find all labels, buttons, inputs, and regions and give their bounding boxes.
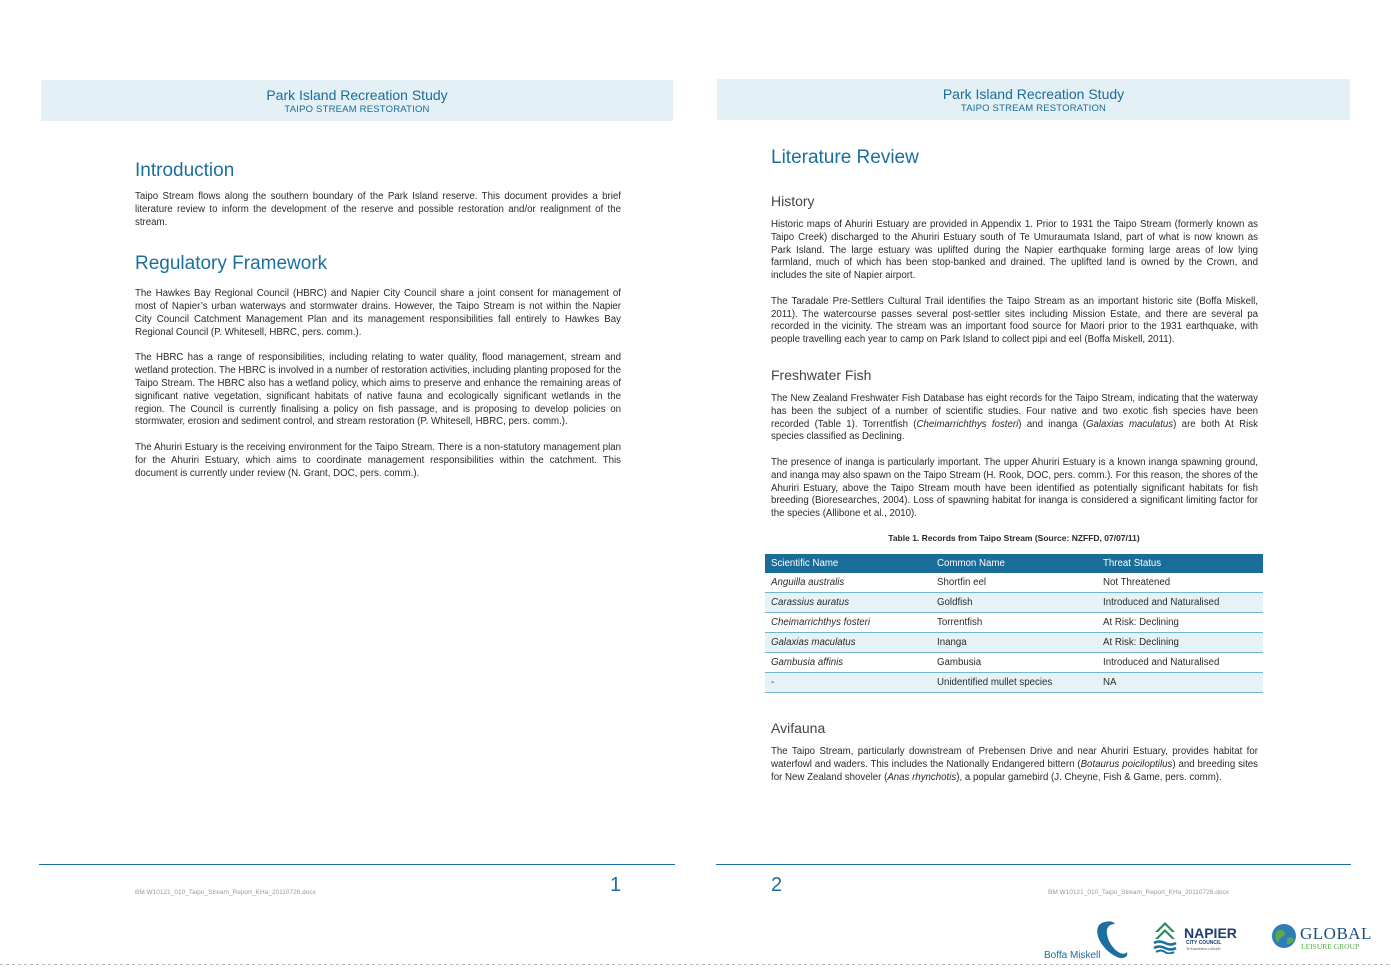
threat-status-cell: Introduced and Naturalised	[1097, 592, 1263, 612]
threat-status-cell: Not Threatened	[1097, 573, 1263, 593]
avifauna-text-1: The Taipo Stream, particularly downstream of Prebensen Drive and near Ahuriri Estuary, provides habitat for waterfowl and waders. This includes the Nationally Endangered bittern (	[771, 745, 1258, 770]
footer-filename: BM W10121_010_Taipo_Stream_Report_KHa_20110726.docx	[135, 889, 316, 896]
header-subtitle: TAIPO STREAM RESTORATION	[284, 104, 430, 115]
napier-wave-icon	[1152, 920, 1178, 954]
table-header-row	[765, 554, 1263, 573]
table-row	[765, 672, 1263, 692]
page-header	[717, 79, 1350, 120]
table-row	[765, 652, 1263, 672]
table-caption: Table 1. Records from Taipo Stream (Source: NZFFD, 07/07/11)	[888, 532, 1140, 543]
shoveler-species: Anas rhynchotis	[887, 771, 957, 783]
torrentfish-species: Cheimarrichthys fosteri	[916, 418, 1019, 430]
scientific-name-cell	[765, 573, 931, 593]
common-name-cell: Inanga	[931, 632, 1097, 652]
avifauna-text-3: ), a popular gamebird (J. Cheyne, Fish & Game, pers. comm).	[956, 771, 1222, 783]
column-header: Common Name	[931, 554, 1097, 573]
fish-text-3: ) are both At Risk species classified as Declining.	[771, 418, 1258, 443]
scientific-name: -	[771, 676, 775, 688]
globe-icon	[1270, 922, 1298, 950]
scientific-name: Galaxias maculatus	[771, 636, 856, 648]
footer-filename: BM W10121_010_Taipo_Stream_Report_KHa_20110726.docx	[1048, 889, 1229, 896]
boffa-miskell-logo	[1043, 916, 1133, 964]
fish-paragraph-1	[771, 393, 1258, 444]
freshwater-fish-heading: Freshwater Fish	[771, 366, 872, 383]
page-2	[700, 0, 1391, 967]
napier-maori-label: Te Kaunihera o Ahuriri	[1186, 947, 1221, 951]
common-name-cell: Unidentified mullet species	[931, 672, 1097, 692]
napier-label: NAPIER	[1184, 925, 1237, 941]
boffa-miskell-label: Boffa Miskell	[1044, 950, 1101, 961]
scientific-name: Cheimarrichthys fosteri	[771, 616, 871, 628]
scientific-name-cell	[765, 592, 931, 612]
footer-divider	[39, 864, 675, 865]
bittern-species: Botaurus poiciloptilus	[1080, 758, 1173, 770]
page-1	[0, 0, 690, 967]
scientific-name: Gambusia affinis	[771, 656, 844, 668]
fish-paragraph-2: The presence of inanga is particularly important. The upper Ahuriri Estuary is a known inanga spawning ground, and inanga may also spawn on the Taipo Stream (H. Rook, DOC, pers. comm.). For this reason, the shores of the Ahuriri Estuary, above the Taipo Stream mouth have been identified as potentially significant habitats for fish breeding (Bioresearches, 2004). Loss of spawning habitat for inanga is considered a significant limiting factor for the species (Allibone et al., 2010).	[771, 456, 1258, 520]
common-name-cell: Goldfish	[931, 592, 1097, 612]
column-header: Scientific Name	[765, 554, 931, 573]
scientific-name: Anguilla australis	[771, 576, 845, 588]
history-paragraph-2: The Taradale Pre-Settlers Cultural Trail identifies the Taipo Stream as an important historic site (Boffa Miskell, 2011). The watercourse passes several post-settler sites including Mission Estate, and there are several pa recorded in the vicinity. The stream was an important food source for Maori prior to the 1931 earthquake, with people travelling each year to camp on Park Island to collect pipi and eel (Boffa Miskell, 2011).	[771, 295, 1258, 346]
column-header: Threat Status	[1097, 554, 1263, 573]
avifauna-heading: Avifauna	[771, 719, 826, 736]
threat-status-cell: Introduced and Naturalised	[1097, 652, 1263, 672]
page-number: 2	[771, 874, 783, 896]
regulatory-paragraph-3: The Ahuriri Estuary is the receiving environment for the Taipo Stream. There is a non-statutory management plan for the Ahuriri Estuary, which aims to coordinate management responsibilities within the catchment. This document is currently under review (N. Grant, DOC, pers. comm.).	[135, 441, 621, 479]
header-title: Park Island Recreation Study	[266, 87, 448, 103]
global-label: GLOBAL	[1300, 924, 1372, 943]
scientific-name-cell	[765, 632, 931, 652]
page-number: 1	[610, 874, 622, 896]
regulatory-framework-heading: Regulatory Framework	[135, 253, 328, 275]
logo-bar	[0, 912, 1391, 967]
dotted-separator	[0, 964, 1391, 965]
city-council-label: CITY COUNCIL	[1186, 940, 1222, 946]
history-paragraph-1: Historic maps of Ahuriri Estuary are provided in Appendix 1. Prior to 1931 the Taipo Stream (formerly known as Taipo Creek) discharged to the Ahuriri Estuary south of Te Umuraumata Island, part of what is now known as Park Island. The large estuary was uplifted during the Napier earthquake forming large areas of low lying farmland, much of which has been stop-banked and drained. The uplifted land is owned by the Crown, and includes the site of Napier airport.	[771, 219, 1258, 282]
header-subtitle: TAIPO STREAM RESTORATION	[960, 103, 1107, 114]
threat-status-cell: At Risk: Declining	[1097, 612, 1263, 632]
napier-city-council-logo	[1152, 920, 1242, 964]
leisure-group-label: LEISURE GROUP	[1301, 942, 1360, 951]
fish-text-1: The New Zealand Freshwater Fish Database has eight records for the Taipo Stream, indicating that the waterway has been the subject of a number of scientific studies. Four native and two exotic fish species have been recorded (Table 1). Torrentfish (	[771, 392, 1258, 430]
common-name-cell: Torrentfish	[931, 612, 1097, 632]
page-header	[41, 80, 673, 121]
page-1-content	[135, 159, 621, 480]
avifauna-paragraph	[771, 746, 1258, 784]
inanga-species: Galaxias maculatus	[1085, 418, 1174, 430]
page-2-content	[771, 146, 1258, 784]
common-name-cell: Gambusia	[931, 652, 1097, 672]
regulatory-paragraph-1: The Hawkes Bay Regional Council (HBRC) and Napier City Council share a joint consent for management of most of Napier’s urban waterways and stormwater drains. However, the Taipo Stream is not within the Napier City Council Catchment Management Plan and its management responsibilities fall entirely to Hawkes Bay Regional Council (P. Whitesell, HBRC, pers. comm.).	[135, 288, 621, 338]
threat-status-cell: At Risk: Declining	[1097, 632, 1263, 652]
introduction-heading: Introduction	[135, 160, 235, 181]
footer-divider	[716, 864, 1351, 865]
table-row	[765, 573, 1263, 593]
common-name-cell: Shortfin eel	[931, 573, 1097, 593]
table-row	[765, 592, 1263, 612]
scientific-name-cell	[765, 672, 931, 692]
global-leisure-group-logo	[1270, 922, 1380, 962]
literature-review-heading: Literature Review	[771, 147, 919, 168]
scientific-name: Carassius auratus	[771, 596, 850, 608]
fish-records-table	[765, 554, 1263, 693]
threat-status-cell: NA	[1097, 672, 1263, 692]
history-heading: History	[771, 193, 815, 209]
header-title: Park Island Recreation Study	[942, 86, 1125, 102]
fish-text-2: ) and inanga (	[1018, 418, 1086, 430]
table-row	[765, 632, 1263, 652]
introduction-paragraph: Taipo Stream flows along the southern boundary of the Park Island reserve. This document provides a brief literature review to inform the development of the reserve and possible restoration and/or realignment of the stream.	[135, 191, 621, 228]
avifauna-text-2: ) and breeding sites for New Zealand shoveler (	[771, 758, 1259, 783]
scientific-name-cell	[765, 652, 931, 672]
scientific-name-cell	[765, 612, 931, 632]
table-row	[765, 612, 1263, 632]
regulatory-paragraph-2: The HBRC has a range of responsibilities, including relating to water quality, flood management, stream and wetland protection. The HBRC is involved in a number of restoration activities, including planting proposed for the Taipo Stream. The HBRC also has a wetland policy, which aims to preserve and enhance the remaining areas of significant native vegetation, significant habitats of native fauna and ecologically significant wetlands in the region. The Council is currently finalising a policy on fish passage, and is proposing to develop policies on stormwater, erosion and sediment control, and stream restoration (P. Whitesell, HBRC, pers. comm.).	[135, 352, 621, 428]
